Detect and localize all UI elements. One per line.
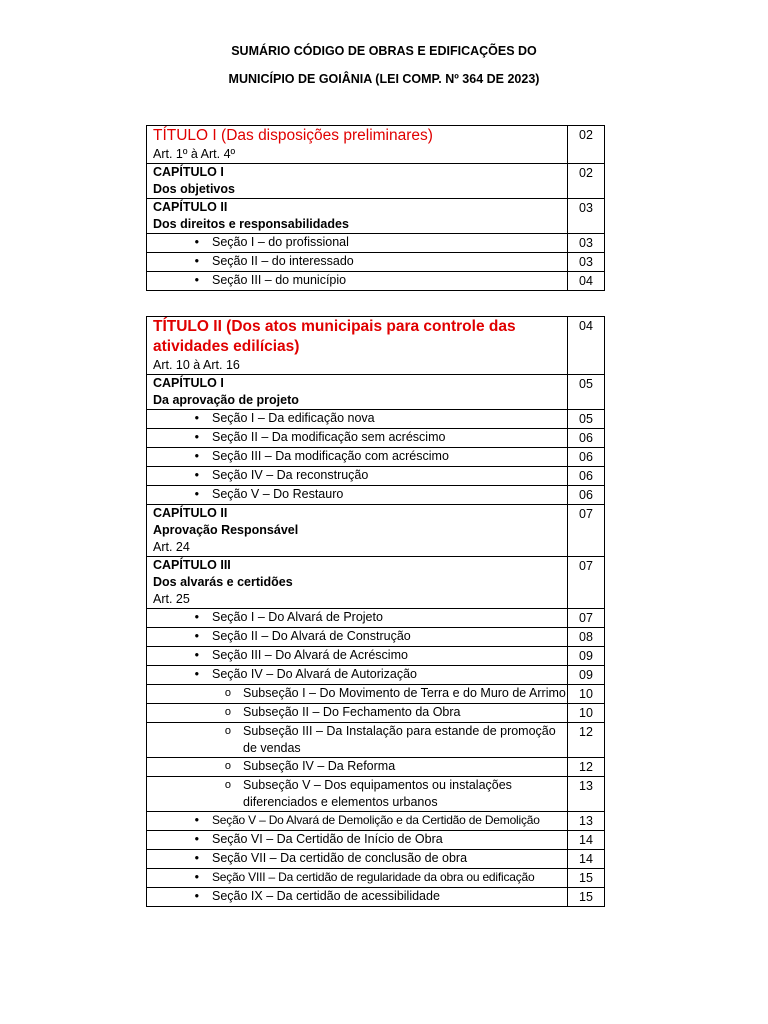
page-number: 06 — [568, 448, 605, 467]
page-number: 07 — [568, 609, 605, 628]
article-range: Art. 25 — [153, 592, 190, 606]
toc-table-titulo-1 — [146, 125, 605, 291]
bullet-icon: • — [194, 273, 199, 287]
chapter-row — [147, 199, 605, 234]
section-title: Seção IV – Da reconstrução — [212, 468, 369, 482]
chapter-label: CAPÍTULO III — [153, 558, 231, 572]
section-title: Seção III – Da modificação com acréscimo — [212, 449, 449, 463]
section-row — [147, 234, 605, 253]
chapter-name: Dos objetivos — [153, 182, 235, 196]
chapter-name: Aprovação Responsável — [153, 523, 299, 537]
bullet-icon: • — [194, 889, 199, 903]
document-title-line-2: MUNICÍPIO DE GOIÂNIA (LEI COMP. Nº 364 DE 2023) — [228, 72, 540, 86]
bullet-icon: • — [194, 832, 199, 846]
page-number: 02 — [568, 126, 605, 164]
page-number: 13 — [568, 812, 605, 831]
chapter-label: CAPÍTULO II — [153, 200, 228, 214]
section-title: Seção VII – Da certidão de conclusão de obra — [212, 851, 468, 865]
page-number: 02 — [568, 164, 605, 199]
bullet-icon: • — [194, 870, 199, 884]
document-title-line-1: SUMÁRIO CÓDIGO DE OBRAS E EDIFICAÇÕES DO — [231, 44, 537, 58]
section-row — [147, 253, 605, 272]
subsection-title: Subseção III – Da Instalação para estande de promoção de vendas — [243, 724, 556, 755]
bullet-icon: • — [194, 235, 199, 249]
page-number: 06 — [568, 467, 605, 486]
circle-bullet-icon: o — [224, 760, 231, 772]
chapter-label: CAPÍTULO I — [153, 376, 224, 390]
circle-bullet-icon: o — [224, 706, 231, 718]
subsection-title: Subseção IV – Da Reforma — [243, 759, 396, 773]
section-title: Seção IV – Do Alvará de Autorização — [212, 667, 417, 681]
bullet-icon: • — [194, 813, 199, 827]
page-number: 07 — [568, 505, 605, 557]
section-row — [147, 486, 605, 505]
page-number: 12 — [568, 723, 605, 758]
subsection-title: Subseção I – Do Movimento de Terra e do Muro de Arrimo — [243, 686, 566, 700]
section-title: Seção III – Do Alvará de Acréscimo — [212, 648, 408, 662]
section-row — [147, 831, 605, 850]
section-title: Seção I – Da edificação nova — [212, 411, 375, 425]
article-range: Art. 10 à Art. 16 — [153, 358, 240, 372]
page-number: 15 — [568, 869, 605, 888]
section-row — [147, 869, 605, 888]
page-number: 09 — [568, 647, 605, 666]
chapter-label: CAPÍTULO I — [153, 165, 224, 179]
section-title: Seção I – Do Alvará de Projeto — [212, 610, 383, 624]
chapter-name: Dos direitos e responsabilidades — [153, 217, 349, 231]
section-title: Seção II – do interessado — [212, 254, 354, 268]
bullet-icon: • — [194, 449, 199, 463]
subsection-row — [147, 758, 605, 777]
circle-bullet-icon: o — [224, 725, 231, 737]
page-number: 03 — [568, 199, 605, 234]
titulo-row — [147, 126, 605, 164]
section-row — [147, 666, 605, 685]
bullet-icon: • — [194, 430, 199, 444]
page-number: 07 — [568, 557, 605, 609]
page-number: 06 — [568, 429, 605, 448]
chapter-name: Dos alvarás e certidões — [153, 575, 293, 589]
section-title: Seção I – do profissional — [212, 235, 349, 249]
section-row — [147, 888, 605, 907]
section-row — [147, 467, 605, 486]
section-title: Seção III – do município — [212, 273, 347, 287]
page-number: 03 — [568, 234, 605, 253]
bullet-icon: • — [194, 468, 199, 482]
page-number: 08 — [568, 628, 605, 647]
article-range: Art. 1º à Art. 4º — [153, 147, 236, 161]
bullet-icon: • — [194, 648, 199, 662]
titulo-row — [147, 317, 605, 375]
article-range: Art. 24 — [153, 540, 190, 554]
subsection-row — [147, 723, 605, 758]
section-row — [147, 429, 605, 448]
section-row — [147, 410, 605, 429]
subsection-title: Subseção II – Do Fechamento da Obra — [243, 705, 461, 719]
circle-bullet-icon: o — [224, 779, 231, 791]
chapter-label: CAPÍTULO II — [153, 506, 228, 520]
titulo-cell — [147, 126, 568, 164]
page-number: 10 — [568, 685, 605, 704]
page-number: 09 — [568, 666, 605, 685]
page-number: 12 — [568, 758, 605, 777]
section-row — [147, 272, 605, 291]
subsection-row — [147, 685, 605, 704]
titulo-cell — [147, 317, 568, 375]
section-title: Seção VIII – Da certidão de regularidade da obra ou edificação — [212, 870, 535, 884]
bullet-icon: • — [194, 411, 199, 425]
chapter-row — [147, 164, 605, 199]
section-title: Seção II – Do Alvará de Construção — [212, 629, 411, 643]
chapter-row — [147, 557, 605, 609]
page-number: 14 — [568, 850, 605, 869]
subsection-row — [147, 704, 605, 723]
page-number: 05 — [568, 375, 605, 410]
bullet-icon: • — [194, 629, 199, 643]
chapter-row — [147, 375, 605, 410]
subsection-title: Subseção V – Dos equipamentos ou instalações diferenciados e elementos urbanos — [243, 778, 512, 809]
page-number: 06 — [568, 486, 605, 505]
page-number: 05 — [568, 410, 605, 429]
circle-bullet-icon: o — [224, 687, 231, 699]
section-row — [147, 448, 605, 467]
page-number: 14 — [568, 831, 605, 850]
titulo-heading: TÍTULO I (Das disposições preliminares) — [153, 127, 433, 144]
section-row — [147, 850, 605, 869]
section-title: Seção II – Da modificação sem acréscimo — [212, 430, 446, 444]
section-title: Seção IX – Da certidão de acessibilidade — [212, 889, 440, 903]
bullet-icon: • — [194, 487, 199, 501]
page-number: 15 — [568, 888, 605, 907]
chapter-row — [147, 505, 605, 557]
toc-table-titulo-2 — [146, 316, 605, 907]
section-title: Seção V – Do Alvará de Demolição e da Certidão de Demolição — [212, 813, 540, 827]
bullet-icon: • — [194, 254, 199, 268]
section-row — [147, 647, 605, 666]
chapter-name: Da aprovação de projeto — [153, 393, 299, 407]
bullet-icon: • — [194, 667, 199, 681]
section-title: Seção VI – Da Certidão de Início de Obra — [212, 832, 443, 846]
section-row — [147, 628, 605, 647]
bullet-icon: • — [194, 851, 199, 865]
section-title: Seção V – Do Restauro — [212, 487, 344, 501]
page-number: 03 — [568, 253, 605, 272]
page-number: 04 — [568, 317, 605, 375]
titulo-heading: TÍTULO II (Dos atos municipais para controle das atividades edilícias) — [153, 318, 516, 355]
page-number: 04 — [568, 272, 605, 291]
section-row — [147, 812, 605, 831]
page-number: 13 — [568, 777, 605, 812]
page-number: 10 — [568, 704, 605, 723]
subsection-row — [147, 777, 605, 812]
bullet-icon: • — [194, 610, 199, 624]
section-row — [147, 609, 605, 628]
